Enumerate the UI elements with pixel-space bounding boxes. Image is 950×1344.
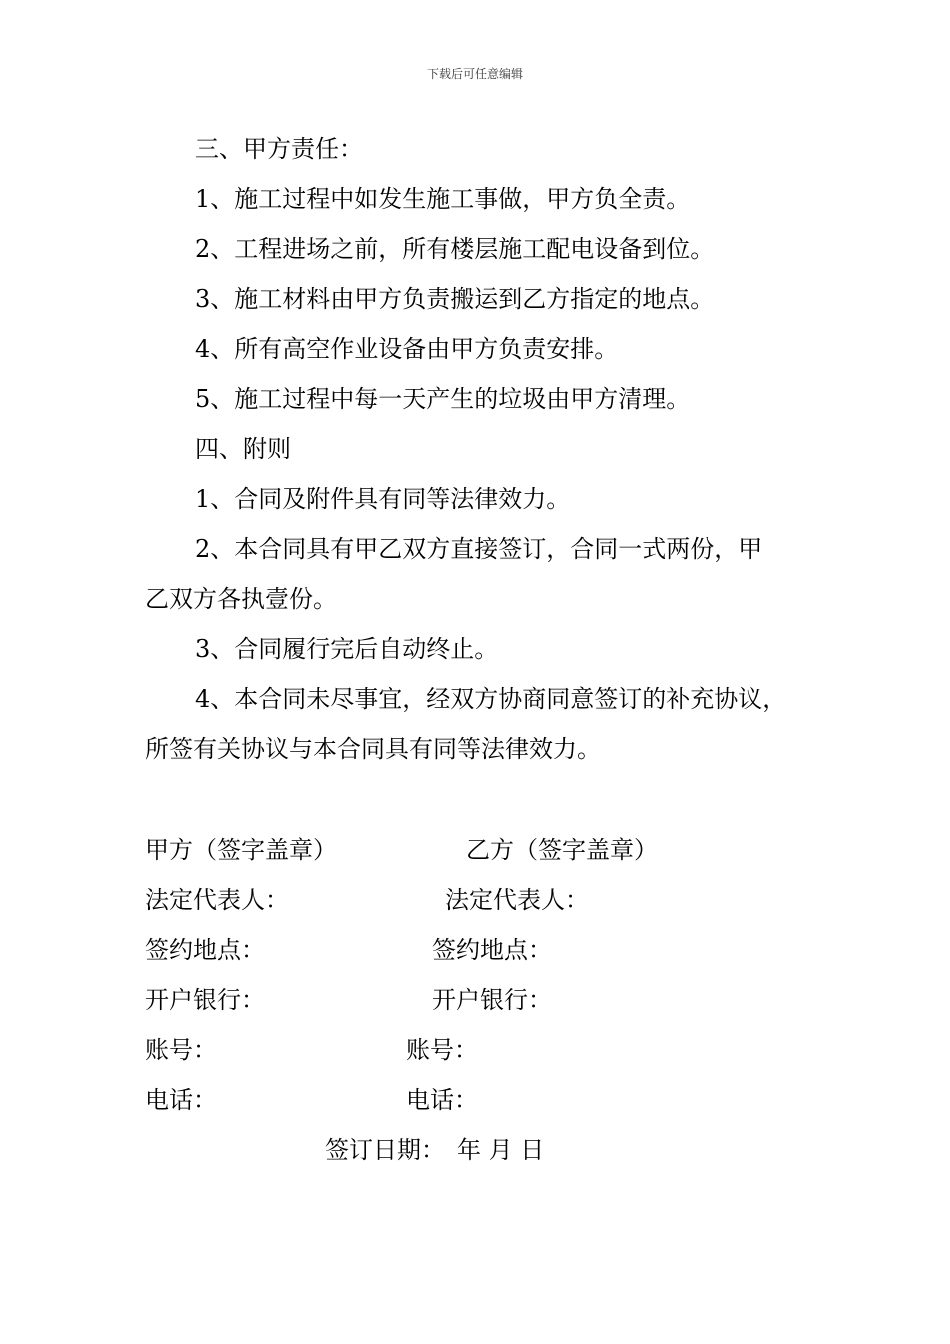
party-a-legal-rep-label: 法定代表人： bbox=[145, 886, 289, 914]
party-b-signing-place-label: 签约地点： bbox=[432, 936, 552, 964]
appendix-item-4-line-2: 所签有关协议与本合同具有同等法律效力。 bbox=[145, 735, 601, 763]
page-header: 下载后可任意编辑 bbox=[426, 67, 523, 81]
party-a-item-4: 4、所有高空作业设备由甲方负责安排。 bbox=[195, 335, 619, 363]
appendix-item-2-line-2: 乙双方各执壹份。 bbox=[145, 585, 337, 613]
party-b-account-label: 账号： bbox=[406, 1036, 478, 1064]
party-b-bank-label: 开户银行： bbox=[432, 986, 552, 1014]
appendix-item-1: 1、合同及附件具有同等法律效力。 bbox=[195, 485, 571, 513]
appendix-item-4-line-1: 4、本合同未尽事宜，经双方协商同意签订的补充协议， bbox=[195, 685, 787, 713]
party-a-signing-place-label: 签约地点： bbox=[145, 936, 265, 964]
party-a-phone-label: 电话： bbox=[145, 1086, 217, 1114]
party-a-item-2: 2、工程进场之前，所有楼层施工配电设备到位。 bbox=[195, 235, 715, 263]
contract-body bbox=[145, 124, 825, 774]
appendix-item-2-line-1: 2、本合同具有甲乙双方直接签订，合同一式两份，甲 bbox=[195, 535, 763, 563]
party-a-account-label: 账号： bbox=[145, 1036, 217, 1064]
party-a-signature-label: 甲方（签字盖章） bbox=[145, 836, 337, 864]
party-a-item-3: 3、施工材料由甲方负责搬运到乙方指定的地点。 bbox=[195, 285, 715, 313]
party-b-phone-label: 电话： bbox=[406, 1086, 478, 1114]
party-a-bank-label: 开户银行： bbox=[145, 986, 265, 1014]
section-title-party-a-duties: 三、甲方责任： bbox=[195, 135, 363, 163]
section-title-appendix: 四、附则 bbox=[195, 435, 291, 463]
appendix-item-3: 3、合同履行完后自动终止。 bbox=[195, 635, 499, 663]
party-b-legal-rep-label: 法定代表人： bbox=[445, 886, 589, 914]
party-a-item-5: 5、施工过程中每一天产生的垃圾由甲方清理。 bbox=[195, 385, 691, 413]
signing-date-label: 签订日期： 年 月 日 bbox=[325, 1136, 545, 1164]
party-a-item-1: 1、施工过程中如发生施工事做，甲方负全责。 bbox=[195, 185, 691, 213]
party-b-signature-label: 乙方（签字盖章） bbox=[466, 836, 658, 864]
